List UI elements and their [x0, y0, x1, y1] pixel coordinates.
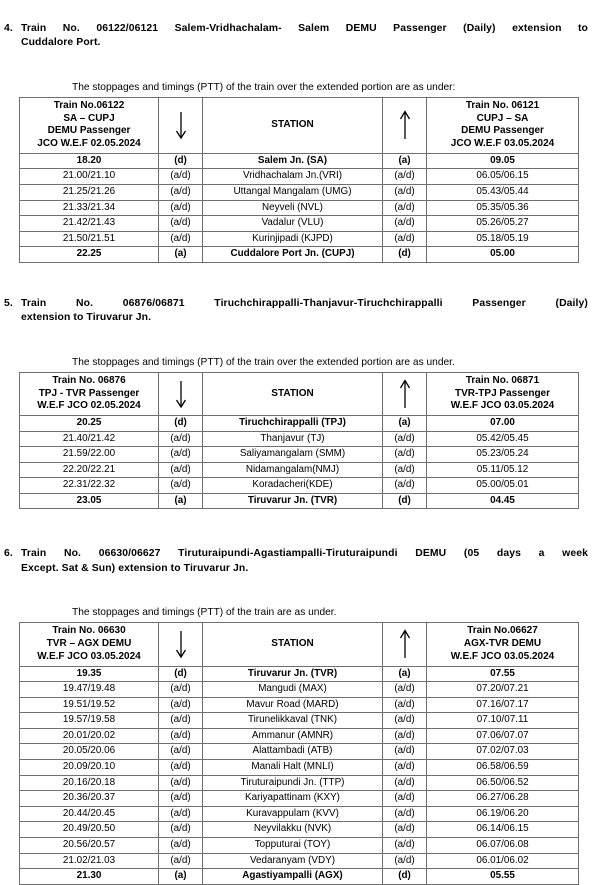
- heading-caption-spacer: [0, 576, 600, 606]
- table-row: [20, 200, 579, 216]
- cell-left-ad: (a/d): [159, 200, 203, 216]
- cell-left-ad: (a/d): [159, 231, 203, 247]
- cell-right-ad: (a/d): [383, 478, 427, 494]
- cell-right-ad: (d): [383, 869, 427, 885]
- cell-left-ad: (a/d): [159, 431, 203, 447]
- table-row: [20, 184, 579, 200]
- section-heading: [0, 547, 600, 576]
- cell-left-ad: (a): [159, 493, 203, 509]
- up-arrow-icon: [398, 378, 412, 410]
- header-down-arrow-cell: [159, 97, 203, 153]
- cell-right-ad: (d): [383, 247, 427, 263]
- section-number: 6.: [4, 548, 13, 560]
- table-row: [20, 853, 579, 869]
- cell-right-time: 05.43/05.44: [427, 184, 579, 200]
- cell-right-time: 05.18/05.19: [427, 231, 579, 247]
- timings-table: [19, 372, 579, 510]
- cell-left-time: 20.16/20.18: [20, 775, 159, 791]
- cell-station: Saliyamangalam (SMM): [203, 447, 383, 463]
- cell-right-ad: (a/d): [383, 184, 427, 200]
- cell-left-ad: (a/d): [159, 462, 203, 478]
- cell-left-time: 20.49/20.50: [20, 822, 159, 838]
- cell-station: Mangudi (MAX): [203, 682, 383, 698]
- cell-right-time: 06.19/06.20: [427, 806, 579, 822]
- cell-station: Tiruvarur Jn. (TVR): [203, 493, 383, 509]
- header-right-line: CUPJ – SA: [476, 112, 529, 124]
- header-left-train: [20, 97, 159, 153]
- cell-station: Tirunelikkaval (TNK): [203, 713, 383, 729]
- cell-right-ad: (a/d): [383, 775, 427, 791]
- table-header-row: [20, 372, 579, 415]
- cell-right-time: 07.10/07.11: [427, 713, 579, 729]
- cell-station: Thanjavur (TJ): [203, 431, 383, 447]
- cell-right-ad: (a/d): [383, 853, 427, 869]
- cell-left-ad: (a/d): [159, 791, 203, 807]
- cell-right-time: 06.05/06.15: [427, 169, 579, 185]
- cell-station: Neyveli (NVL): [203, 200, 383, 216]
- header-right-line: TVR-TPJ Passenger: [454, 387, 551, 399]
- table-row: [20, 216, 579, 232]
- cell-left-time: 21.59/22.00: [20, 447, 159, 463]
- table-row: [20, 169, 579, 185]
- cell-right-ad: (a/d): [383, 744, 427, 760]
- up-arrow-icon: [398, 109, 412, 141]
- section-spacer: [0, 263, 600, 297]
- cell-left-ad: (d): [159, 415, 203, 431]
- cell-right-time: 05.55: [427, 869, 579, 885]
- cell-left-ad: (a/d): [159, 184, 203, 200]
- header-right-train: [427, 97, 579, 153]
- section-heading-text: [21, 547, 600, 576]
- cell-station: Agastiyampalli (AGX): [203, 869, 383, 885]
- table-row: [20, 666, 579, 682]
- cell-right-time: 05.23/05.24: [427, 447, 579, 463]
- header-left-line: TVR – AGX DEMU: [46, 638, 132, 650]
- header-right-line: W.E.F JCO 03.05.2024: [450, 400, 555, 412]
- header-right-train: [427, 623, 579, 666]
- cell-left-time: 20.44/20.45: [20, 806, 159, 822]
- table-row: [20, 728, 579, 744]
- cell-station: Mavur Road (MARD): [203, 697, 383, 713]
- cell-right-time: 06.14/06.15: [427, 822, 579, 838]
- header-right-line: JCO W.E.F 03.05.2024: [450, 138, 555, 150]
- cell-right-time: 09.05: [427, 153, 579, 169]
- cell-left-time: 21.25/21.26: [20, 184, 159, 200]
- table-header-row: [20, 623, 579, 666]
- cell-left-time: 22.25: [20, 247, 159, 263]
- header-right-line: AGX-TVR DEMU: [463, 638, 542, 650]
- cell-right-time: 04.45: [427, 493, 579, 509]
- top-spacer: [0, 0, 600, 22]
- cell-left-ad: (a/d): [159, 697, 203, 713]
- cell-station: Alattambadi (ATB): [203, 744, 383, 760]
- section-6: [0, 547, 600, 884]
- header-left-line: DEMU Passenger: [47, 125, 131, 137]
- header-left-line: Train No. 06630: [52, 625, 126, 637]
- cell-right-time: 06.01/06.02: [427, 853, 579, 869]
- header-left-line: JCO W.E.F 02.05.2024: [37, 138, 141, 150]
- header-right-line: Train No.06627: [467, 625, 538, 637]
- cell-left-ad: (a/d): [159, 447, 203, 463]
- header-down-arrow-cell: [159, 623, 203, 666]
- cell-right-time: 05.11/05.12: [427, 462, 579, 478]
- cell-station: Vadalur (VLU): [203, 216, 383, 232]
- cell-left-time: 23.05: [20, 493, 159, 509]
- cell-left-time: 21.40/21.42: [20, 431, 159, 447]
- cell-left-ad: (a): [159, 869, 203, 885]
- cell-station: Kariyapattinam (KXY): [203, 791, 383, 807]
- cell-station: Cuddalore Port Jn. (CUPJ): [203, 247, 383, 263]
- cell-left-time: 19.57/19.58: [20, 713, 159, 729]
- cell-right-ad: (a/d): [383, 838, 427, 854]
- cell-right-time: 07.16/07.17: [427, 697, 579, 713]
- cell-left-ad: (a/d): [159, 853, 203, 869]
- header-down-arrow-cell: [159, 372, 203, 415]
- cell-left-time: 20.36/20.37: [20, 791, 159, 807]
- header-left-train: [20, 372, 159, 415]
- table-row: [20, 415, 579, 431]
- cell-right-ad: (a/d): [383, 200, 427, 216]
- section-heading-line1: Train No. 06122/06121 Salem-Vridhachalam- Salem DEMU Passenger (Daily) extension to: [21, 23, 588, 34]
- cell-right-ad: (a/d): [383, 216, 427, 232]
- section-number: 5.: [4, 297, 13, 309]
- header-station: STATION: [203, 623, 383, 666]
- table-row: [20, 493, 579, 509]
- cell-right-time: 06.27/06.28: [427, 791, 579, 807]
- cell-right-ad: (a/d): [383, 806, 427, 822]
- section-4: [0, 22, 600, 263]
- section-heading-line2: Cuddalore Port.: [21, 37, 101, 49]
- cell-right-ad: (a/d): [383, 447, 427, 463]
- cell-station: Vedaranyam (VDY): [203, 853, 383, 869]
- section-heading-line1: Train No. 06630/06627 Tiruturaipundi-Agastiampalli-Tiruturaipundi DEMU (05 days a week: [21, 548, 588, 560]
- header-right-line: DEMU Passenger: [461, 125, 544, 137]
- cell-right-time: 06.50/06.52: [427, 775, 579, 791]
- cell-left-time: 21.02/21.03: [20, 853, 159, 869]
- header-left-line: W.E.F JCO 02.05.2024: [37, 400, 141, 412]
- table-header-row: [20, 97, 579, 153]
- cell-left-ad: (d): [159, 153, 203, 169]
- cell-right-ad: (a): [383, 153, 427, 169]
- heading-caption-spacer: [0, 51, 600, 81]
- table-row: [20, 760, 579, 776]
- cell-right-ad: (a/d): [383, 169, 427, 185]
- table-row: [20, 682, 579, 698]
- header-left-line: W.E.F JCO 03.05.2024: [37, 650, 141, 662]
- table-row: [20, 697, 579, 713]
- cell-station: Uttangal Mangalam (UMG): [203, 184, 383, 200]
- cell-right-time: 06.58/06.59: [427, 760, 579, 776]
- header-right-train: [427, 372, 579, 415]
- cell-station: Nidamangalam(NMJ): [203, 462, 383, 478]
- timings-table: [19, 97, 579, 263]
- cell-left-ad: (a/d): [159, 169, 203, 185]
- cell-left-ad: (a/d): [159, 806, 203, 822]
- table-row: [20, 247, 579, 263]
- table-row: [20, 431, 579, 447]
- header-right-line: Train No. 06121: [465, 99, 540, 111]
- cell-right-time: 05.00: [427, 247, 579, 263]
- cell-left-ad: (a/d): [159, 775, 203, 791]
- section-heading-line2: Except. Sat & Sun) extension to Tiruvarur Jn.: [21, 562, 249, 574]
- cell-left-time: 21.42/21.43: [20, 216, 159, 232]
- cell-right-ad: (a/d): [383, 791, 427, 807]
- cell-right-ad: (a/d): [383, 760, 427, 776]
- header-left-line: TPJ - TVR Passenger: [38, 387, 140, 399]
- table-row: [20, 713, 579, 729]
- cell-right-ad: (a/d): [383, 728, 427, 744]
- cell-right-ad: (a/d): [383, 713, 427, 729]
- header-station: STATION: [203, 97, 383, 153]
- timings-table: [19, 622, 579, 884]
- section-5: [0, 297, 600, 510]
- cell-left-ad: (a/d): [159, 713, 203, 729]
- cell-station: Salem Jn. (SA): [203, 153, 383, 169]
- cell-station: Tiruchchirappalli (TPJ): [203, 415, 383, 431]
- table-row: [20, 153, 579, 169]
- table-row: [20, 231, 579, 247]
- cell-left-ad: (a/d): [159, 744, 203, 760]
- cell-left-ad: (a/d): [159, 838, 203, 854]
- cell-right-time: 07.20/07.21: [427, 682, 579, 698]
- cell-left-time: 21.50/21.51: [20, 231, 159, 247]
- header-left-train: [20, 623, 159, 666]
- heading-caption-spacer: [0, 326, 600, 356]
- cell-left-time: 22.20/22.21: [20, 462, 159, 478]
- down-arrow-icon: [174, 110, 188, 140]
- cell-left-time: 19.51/19.52: [20, 697, 159, 713]
- table-row: [20, 462, 579, 478]
- cell-right-ad: (a/d): [383, 697, 427, 713]
- cell-right-time: 07.02/07.03: [427, 744, 579, 760]
- table-row: [20, 744, 579, 760]
- table-row: [20, 869, 579, 885]
- cell-right-time: 07.06/07.07: [427, 728, 579, 744]
- header-up-arrow-cell: [383, 623, 427, 666]
- section-heading-text: [21, 22, 600, 51]
- cell-left-ad: (a): [159, 247, 203, 263]
- section-heading-line2: extension to Tiruvarur Jn.: [21, 312, 152, 324]
- cell-station: Topputurai (TOY): [203, 838, 383, 854]
- header-right-line: W.E.F JCO 03.05.2024: [450, 650, 555, 662]
- section-heading: [0, 297, 600, 326]
- cell-right-ad: (a): [383, 415, 427, 431]
- cell-station: Tiruturaipundi Jn. (TTP): [203, 775, 383, 791]
- cell-left-time: 21.33/21.34: [20, 200, 159, 216]
- cell-right-time: 05.00/05.01: [427, 478, 579, 494]
- up-arrow-icon: [398, 628, 412, 660]
- cell-left-time: 20.05/20.06: [20, 744, 159, 760]
- cell-station: Manali Halt (MNLI): [203, 760, 383, 776]
- cell-right-ad: (a/d): [383, 822, 427, 838]
- cell-station: Neyvilakku (NVK): [203, 822, 383, 838]
- cell-right-time: 07.55: [427, 666, 579, 682]
- cell-left-ad: (a/d): [159, 682, 203, 698]
- cell-left-time: 21.30: [20, 869, 159, 885]
- table-row: [20, 791, 579, 807]
- sections-container: [0, 22, 600, 885]
- cell-left-time: 20.56/20.57: [20, 838, 159, 854]
- down-arrow-icon: [174, 379, 188, 409]
- cell-station: Ammanur (AMNR): [203, 728, 383, 744]
- header-left-line: Train No.06122: [53, 99, 125, 111]
- cell-right-time: 06.07/06.08: [427, 838, 579, 854]
- table-row: [20, 838, 579, 854]
- header-left-line: Train No. 06876: [52, 374, 126, 386]
- table-row: [20, 478, 579, 494]
- cell-left-ad: (a/d): [159, 760, 203, 776]
- cell-right-ad: (a/d): [383, 231, 427, 247]
- cell-right-time: 05.26/05.27: [427, 216, 579, 232]
- cell-right-ad: (a/d): [383, 682, 427, 698]
- cell-station: Kuravappulam (KVV): [203, 806, 383, 822]
- section-heading-text: [21, 297, 600, 326]
- cell-left-ad: (a/d): [159, 216, 203, 232]
- cell-right-time: 07.00: [427, 415, 579, 431]
- cell-station: Koradacheri(KDE): [203, 478, 383, 494]
- table-caption: The stoppages and timings (PTT) of the train over the extended portion are as under:: [72, 81, 456, 93]
- cell-right-ad: (a/d): [383, 431, 427, 447]
- cell-left-time: 20.25: [20, 415, 159, 431]
- cell-left-time: 21.00/21.10: [20, 169, 159, 185]
- cell-left-time: 19.47/19.48: [20, 682, 159, 698]
- section-heading-line1: Train No. 06876/06871 Tiruchchirappalli-Thanjavur-Tiruchchirappalli Passenger (Daily): [21, 297, 588, 309]
- cell-right-time: 05.35/05.36: [427, 200, 579, 216]
- cell-station: Vridhachalam Jn.(VRI): [203, 169, 383, 185]
- section-spacer: [0, 509, 600, 547]
- table-row: [20, 447, 579, 463]
- table-row: [20, 775, 579, 791]
- cell-left-time: 19.35: [20, 666, 159, 682]
- cell-left-ad: (d): [159, 666, 203, 682]
- header-up-arrow-cell: [383, 97, 427, 153]
- cell-station: Tiruvarur Jn. (TVR): [203, 666, 383, 682]
- cell-left-ad: (a/d): [159, 822, 203, 838]
- cell-left-time: 18.20: [20, 153, 159, 169]
- cell-right-ad: (d): [383, 493, 427, 509]
- header-left-line: SA – CUPJ: [63, 112, 115, 124]
- cell-right-ad: (a): [383, 666, 427, 682]
- cell-left-time: 20.09/20.10: [20, 760, 159, 776]
- cell-left-ad: (a/d): [159, 478, 203, 494]
- table-caption: The stoppages and timings (PTT) of the train over the extended portion are as under.: [72, 356, 455, 368]
- table-row: [20, 822, 579, 838]
- section-heading: [0, 22, 600, 51]
- cell-station: Kurinjipadi (KJPD): [203, 231, 383, 247]
- cell-right-ad: (a/d): [383, 462, 427, 478]
- header-right-line: Train No. 06871: [465, 374, 540, 386]
- cell-left-ad: (a/d): [159, 728, 203, 744]
- header-station: STATION: [203, 372, 383, 415]
- table-caption: The stoppages and timings (PTT) of the train are as under.: [72, 607, 337, 619]
- cell-left-time: 22.31/22.32: [20, 478, 159, 494]
- cell-right-time: 05.42/05.45: [427, 431, 579, 447]
- table-row: [20, 806, 579, 822]
- down-arrow-icon: [174, 629, 188, 659]
- section-number: 4.: [4, 23, 13, 34]
- cell-left-time: 20.01/20.02: [20, 728, 159, 744]
- header-up-arrow-cell: [383, 372, 427, 415]
